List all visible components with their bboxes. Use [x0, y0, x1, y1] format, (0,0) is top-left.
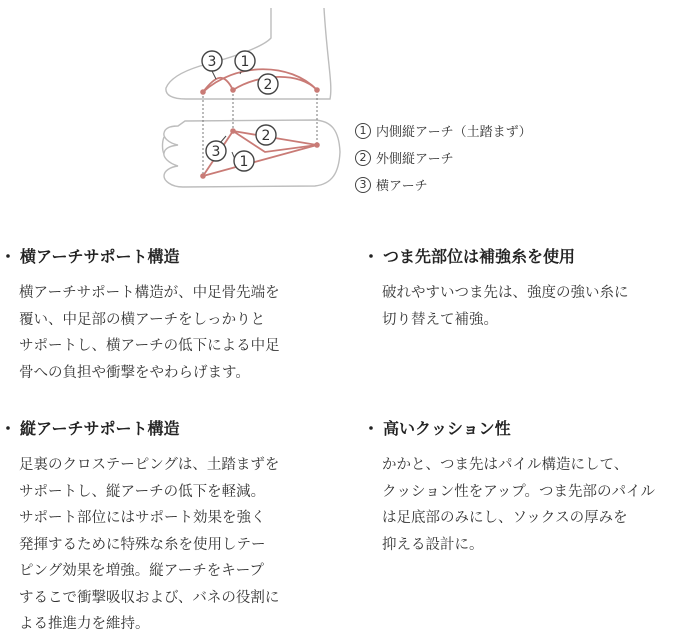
- legend-number: 1: [355, 123, 371, 139]
- section-title: [0, 418, 279, 440]
- sole-marker-2: [256, 125, 276, 145]
- marker-number: 2: [263, 77, 273, 93]
- body-text-line: サポート部位にはサポート効果を強く: [19, 510, 266, 526]
- legend-item-3: [355, 171, 532, 198]
- body-text-line: サポートし、縦アーチの低下を軽減。: [19, 483, 266, 500]
- body-text-line: ピング効果を増強。縦アーチをキープ: [19, 563, 265, 579]
- arch-legend: [355, 117, 532, 198]
- side-marker-3: [202, 51, 222, 71]
- section-high-cushioning: [363, 418, 655, 558]
- body-text-line: 切り替えて補強。: [382, 311, 498, 328]
- section-toe-reinforcement: [363, 246, 629, 333]
- legend-number: 3: [355, 177, 371, 193]
- legend-label: 内側縦アーチ（土踏まず）: [376, 125, 532, 140]
- legend-number: 2: [355, 150, 371, 166]
- section-title: [0, 246, 280, 268]
- bullet-dot: ・: [0, 419, 17, 438]
- legend-label: 外側縦アーチ: [376, 152, 454, 167]
- body-text-line: よる推進力を維持。: [19, 616, 150, 632]
- side-marker-1: [235, 51, 255, 71]
- marker-number: 2: [261, 128, 271, 144]
- section-body: [19, 452, 279, 638]
- legend-item-2: [355, 144, 532, 171]
- body-text-line: 破れやすいつま先は、強度の強い糸に: [382, 285, 629, 301]
- body-text-line: かかと、つま先はパイル構造にして、: [382, 457, 629, 473]
- section-title: [363, 418, 655, 440]
- section-body: [19, 280, 280, 386]
- side-marker-2: [258, 74, 278, 94]
- marker-number: 3: [207, 54, 217, 70]
- marker-number: 1: [239, 154, 249, 170]
- section-title-text: 縦アーチサポート構造: [20, 419, 180, 438]
- legend-label: 横アーチ: [376, 179, 428, 194]
- body-text-line: クッション性をアップ。つま先部のパイル: [382, 483, 656, 500]
- body-text-line: するこで衝撃吸収および、バネの役割に: [19, 589, 280, 606]
- body-text-line: サポートし、横アーチの低下による中足: [19, 338, 280, 354]
- sole-marker-1: [234, 151, 254, 171]
- body-text-line: 発揮するために特殊な糸を使用しテー: [19, 536, 266, 553]
- body-text-line: 足裏のクロステーピングは、土踏まずを: [19, 457, 280, 473]
- marker-number: 1: [240, 54, 250, 70]
- bullet-dot: ・: [363, 419, 380, 438]
- foot-arch-diagram: [0, 0, 679, 200]
- sole-marker-3: [206, 141, 226, 161]
- body-text-line: 骨への負担や衝撃をやわらげます。: [19, 364, 250, 381]
- section-body: [382, 280, 629, 333]
- body-text-line: 横アーチサポート構造が、中足骨先端を: [19, 285, 280, 301]
- section-longitudinal-arch-support: [0, 418, 279, 638]
- section-transverse-arch-support: [0, 246, 280, 386]
- section-title-text: つま先部位は補強糸を使用: [383, 247, 576, 266]
- bullet-dot: ・: [0, 247, 17, 266]
- body-text-line: 覆い、中足部の横アーチをしっかりと: [19, 311, 266, 328]
- marker-number: 3: [211, 144, 221, 160]
- body-text-line: は足底部のみにし、ソックスの厚みを: [382, 510, 628, 526]
- section-title-text: 高いクッション性: [383, 419, 511, 438]
- section-title: [363, 246, 629, 268]
- legend-item-1: [355, 117, 532, 144]
- body-text-line: 抑える設計に。: [382, 536, 484, 553]
- section-title-text: 横アーチサポート構造: [20, 247, 180, 266]
- section-body: [382, 452, 655, 558]
- bullet-dot: ・: [363, 247, 380, 266]
